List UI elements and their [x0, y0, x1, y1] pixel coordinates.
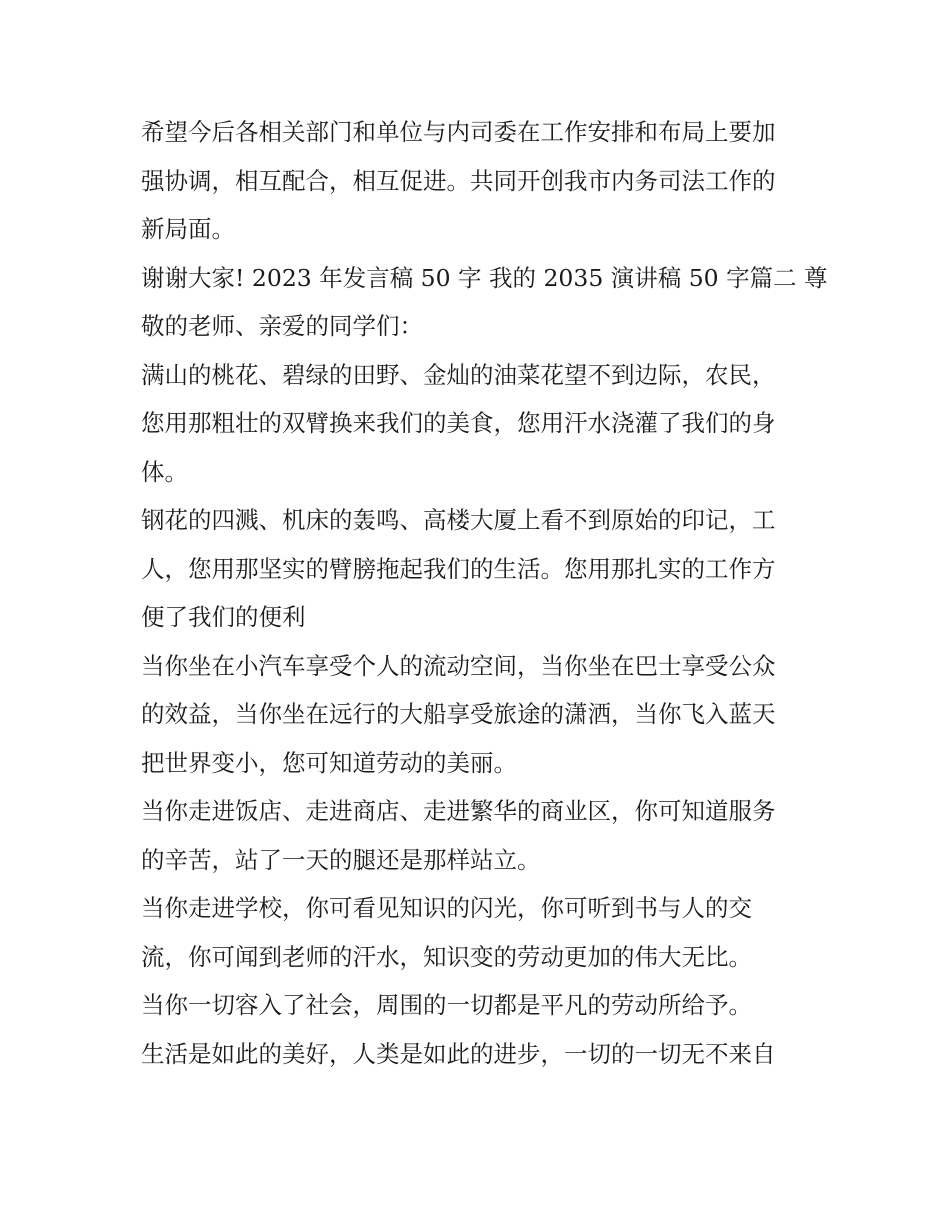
paragraph-6 [141, 787, 813, 884]
paragraph-2 [141, 254, 828, 351]
text-line: 当你一切容入了社会，周围的一切都是平凡的劳动所给予。 [141, 991, 752, 1019]
text-line: 的效益，当你坐在远行的大船享受旅途的潇洒，当你飞入蓝天 [141, 700, 776, 728]
text-line: 当你坐在小汽车享受个人的流动空间，当你坐在巴士享受公众 [141, 651, 776, 680]
text-line: 把世界变小，您可知道劳动的美丽。 [141, 748, 517, 777]
text-line: 钢花的四溅、机床的轰鸣、高楼大厦上看不到原始的印记，工 [141, 506, 776, 534]
paragraph-7 [141, 884, 813, 981]
paragraph-1 [141, 108, 813, 254]
text-line: 生活是如此的美好，人类是如此的进步，一切的一切无不来自 [141, 1039, 776, 1068]
text-line: 的辛苦，站了一天的腿还是那样站立。 [141, 845, 541, 874]
paragraph-9 [141, 1030, 813, 1079]
text-line: 便了我们的便利 [141, 603, 306, 631]
text-line: 体。 [141, 457, 188, 486]
text-line: 强协调，相互配合，相互促进。共同开创我市内务司法工作的 [141, 166, 776, 195]
paragraph-5 [141, 642, 813, 788]
document-body [141, 108, 828, 1078]
paragraph-4 [141, 496, 813, 642]
text-line: 当你走进学校，你可看见知识的闪光，你可听到书与人的交 [141, 894, 752, 922]
text-line: 新局面。 [141, 215, 235, 243]
paragraph-3 [141, 351, 813, 497]
text-line: 人，您用那坚实的臂膀拖起我们的生活。您用那扎实的工作方 [141, 554, 776, 583]
text-line: 您用那粗壮的双臂换来我们的美食，您用汗水浇灌了我们的身 [141, 409, 776, 437]
text-line: 希望今后各相关部门和单位与内司委在工作安排和布局上要加 [141, 118, 776, 146]
text-line: 敬的老师、亲爱的同学们： [141, 312, 423, 340]
paragraph-8 [141, 981, 813, 1030]
text-line: 谢谢大家! 2023 年发言稿 50 字 我的 2035 演讲稿 50 字篇二 尊 [141, 263, 828, 292]
text-line: 满山的桃花、碧绿的田野、金灿的油菜花望不到边际，农民， [141, 360, 776, 389]
text-line: 当你走进饭店、走进商店、走进繁华的商业区，你可知道服务 [141, 797, 776, 825]
text-line: 流，你可闻到老师的汗水，知识变的劳动更加的伟大无比。 [141, 942, 752, 971]
